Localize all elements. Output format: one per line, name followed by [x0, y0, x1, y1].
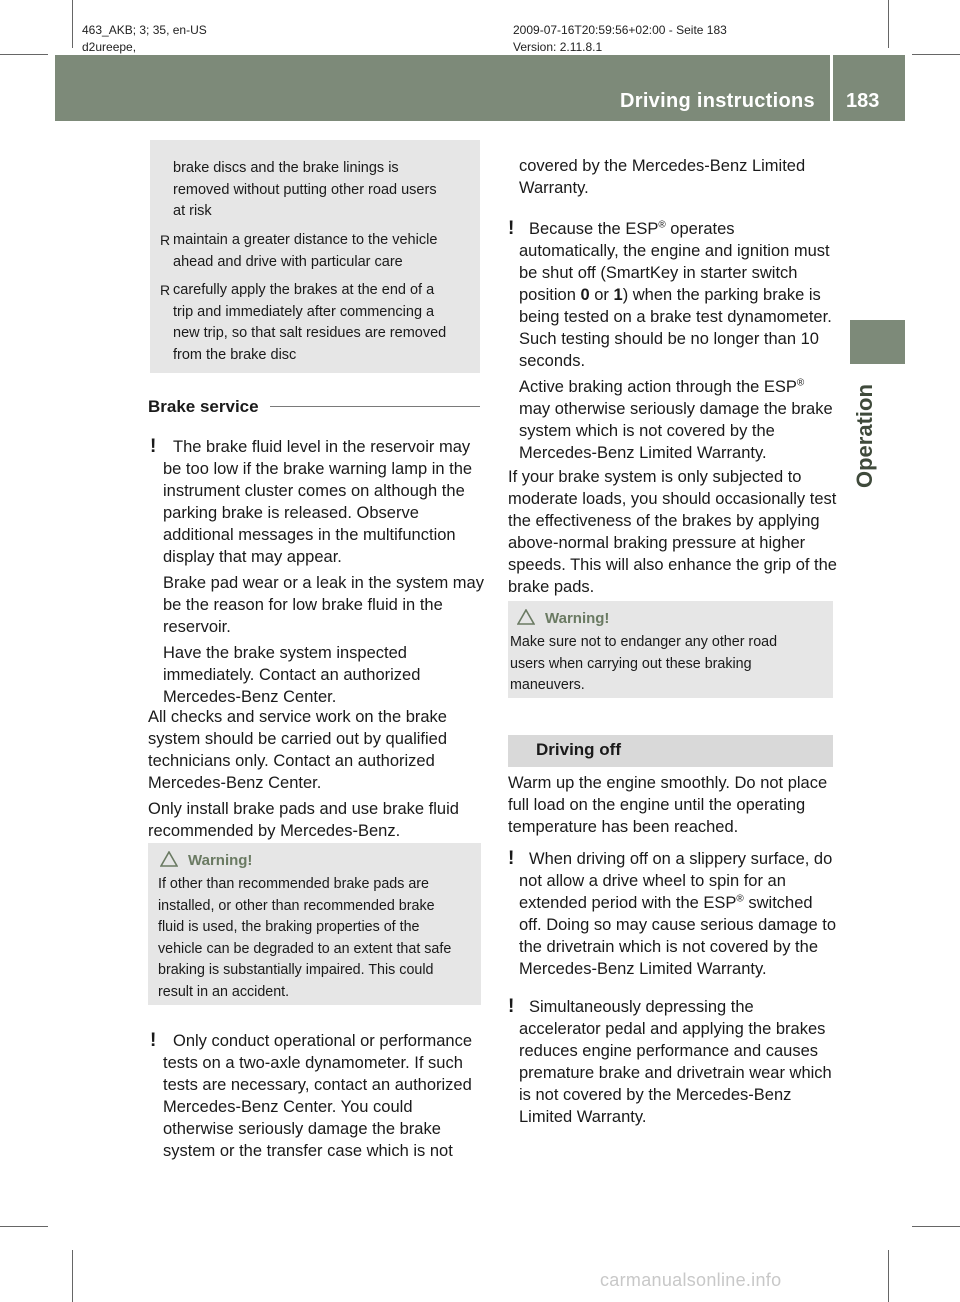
text-line: may otherwise seriously damage the brake [519, 400, 833, 418]
meta-line: 2009-07-16T20:59:56+02:00 - Seite 183 [513, 23, 727, 37]
text-line: tests on a two-axle dynamometer. If such [163, 1054, 463, 1072]
warning-triangle-icon [160, 851, 178, 867]
text-line: brake discs and the brake linings is [173, 160, 399, 176]
text-run: Because the ESP [529, 220, 659, 238]
text-run: operates [665, 220, 735, 238]
text-line: Mercedes-Benz Center. [163, 688, 337, 706]
text-line: above-normal braking pressure at higher [508, 534, 806, 552]
bullet-marker: R [160, 282, 171, 298]
text-run: Active braking action through the ESP [519, 378, 797, 396]
paragraph-warm-up [508, 772, 827, 838]
meta-line: 463_AKB; 3; 35, en-US [82, 23, 207, 37]
text-line: be shut off (SmartKey in starter switch [519, 264, 798, 282]
bullet-marker: R [160, 232, 171, 248]
text-line: off. Doing so may cause serious damage to [519, 916, 837, 934]
text-line: The brake fluid level in the reservoir may [173, 438, 471, 456]
text-line: tests are necessary, contact an authorized [163, 1076, 472, 1094]
text-line: not allow a drive wheel to spin for an [519, 872, 786, 890]
print-meta-left [82, 22, 207, 56]
text-line: covered by the Mercedes-Benz Limited [519, 157, 806, 175]
meta-line: d2ureepe, [82, 40, 137, 54]
section-heading-brake-service: Brake service [148, 397, 259, 416]
header-divider [830, 55, 833, 121]
text-line: trip and immediately after commencing a [173, 303, 435, 320]
warning-text [510, 632, 777, 697]
side-tab-marker [850, 320, 905, 364]
text-run: ) when the parking brake is [622, 286, 821, 304]
text-line: parking brake is released. Observe [163, 504, 419, 522]
text-line: brake pads. [508, 578, 595, 596]
notice-icon: ! [508, 996, 515, 1017]
text-line: removed without putting other road users [173, 181, 437, 198]
text-line: the drivetrain which is not covered by the [519, 938, 818, 956]
text-line: Warm up the engine smoothly. Do not place [508, 774, 828, 792]
notice-icon: ! [508, 848, 515, 869]
text-run: position [519, 286, 581, 304]
paragraph-service-work [148, 706, 459, 842]
crop-mark [912, 1226, 960, 1227]
text-line: new trip, so that salt residues are removed [173, 325, 447, 341]
section-rule [270, 406, 480, 407]
text-line: full load on the engine until the operating [508, 796, 806, 814]
text-line: braking is substantially impaired. This could [158, 962, 434, 978]
notice-dynamometer [163, 1030, 472, 1162]
watermark-text: carmanualsonline.info [600, 1270, 782, 1290]
paragraph-moderate-loads [508, 466, 837, 598]
warning-text [158, 874, 451, 1003]
notice-icon: ! [150, 1030, 157, 1051]
page-title: Driving instructions [620, 90, 815, 112]
text-line: users when carrying out these braking [510, 655, 752, 672]
text-line: system or the transfer case which is not [163, 1142, 453, 1160]
notice-slippery-surface [519, 848, 839, 980]
text-line: All checks and service work on the brake [148, 708, 447, 726]
text-line: being tested on a brake test dynamometer. [519, 308, 832, 326]
text-line: Simultaneously depressing the [529, 998, 754, 1016]
text-line: system should be carried out by qualified [148, 730, 447, 748]
text-line: vehicle can be degraded to an extent that safe [158, 940, 452, 957]
meta-line: Version: 2.11.8.1 [513, 40, 603, 54]
text-line: Mercedes-Benz Limited Warranty. [519, 960, 767, 978]
text-line: speeds. This will also enhance the grip of the [508, 556, 837, 574]
text-line: If other than recommended brake pads are [158, 876, 430, 892]
text-line: reservoir. [163, 618, 231, 636]
crop-mark [0, 1226, 48, 1227]
text-line: ahead and drive with particular care [173, 253, 403, 270]
bullet-item [173, 280, 446, 366]
text-line: maneuvers. [510, 677, 585, 693]
text-line: fluid is used, the braking properties of the [158, 919, 420, 935]
text-line: Only conduct operational or performance [173, 1032, 472, 1050]
text-line: premature brake and drivetrain wear which [519, 1064, 832, 1082]
crop-mark [72, 1250, 73, 1302]
crop-mark [888, 0, 889, 48]
text-line: result in an accident. [158, 983, 290, 1000]
text-line: the effectiveness of the brakes by applying [508, 512, 820, 530]
crop-mark [72, 0, 73, 48]
notice-icon: ! [508, 218, 515, 239]
bullet-item [173, 230, 437, 273]
text-line: automatically, the engine and ignition must [519, 242, 830, 260]
text-line: maintain a greater distance to the vehicle [173, 232, 438, 248]
registered-mark: ® [658, 219, 666, 231]
text-line: be the reason for low brake fluid in the [163, 596, 443, 614]
text-run: switched [743, 894, 813, 912]
text-line: technicians only. Contact an authorized [148, 752, 435, 770]
text-line: Mercedes-Benz Center. You could [163, 1098, 413, 1116]
text-line: Mercedes-Benz Center. [148, 774, 322, 792]
section-heading-driving-off: Driving off [536, 740, 621, 759]
text-line: system which is not covered by the [519, 422, 775, 440]
text-line: Brake pad wear or a leak in the system may [163, 574, 484, 592]
crop-mark [912, 54, 960, 55]
text-run: extended period with the ESP [519, 894, 737, 912]
text-line: instrument cluster comes on although the [163, 482, 465, 500]
text-line: If your brake system is only subjected to [508, 468, 802, 486]
text-run: 0 [580, 286, 590, 304]
text-line: reduces engine performance and causes [519, 1042, 819, 1060]
warning-title: Warning! [545, 610, 610, 627]
text-line: at risk [173, 203, 212, 219]
print-meta-right [513, 22, 727, 56]
page-number: 183 [846, 90, 880, 112]
text-line: be too low if the brake warning lamp in the [163, 460, 473, 478]
side-tab-text: Operation [852, 384, 877, 488]
crop-mark [888, 1250, 889, 1302]
text-line: immediately. Contact an authorized [163, 666, 421, 684]
side-tab-label [846, 372, 886, 492]
text-line: Warranty. [519, 179, 589, 197]
text-line: from the brake disc [173, 346, 297, 363]
text-line: temperature has been reached. [508, 818, 739, 836]
text-line: Mercedes-Benz Limited Warranty. [519, 444, 767, 462]
text-line: recommended by Mercedes-Benz. [148, 822, 401, 840]
text-line: display that may appear. [163, 548, 342, 566]
notice-pedal-brakes [519, 996, 839, 1128]
text-line: installed, or other than recommended brake [158, 897, 435, 914]
text-line: Only install brake pads and use brake fluid [148, 800, 459, 818]
precaution-continued [173, 158, 437, 223]
notice-esp-test [519, 218, 839, 464]
text-line: accelerator pedal and applying the brakes [519, 1020, 826, 1038]
text-line: otherwise seriously damage the brake [163, 1120, 441, 1138]
text-line: carefully apply the brakes at the end of a [173, 282, 435, 298]
text-line: Have the brake system inspected [163, 644, 407, 662]
notice-icon: ! [150, 436, 157, 457]
text-line: moderate loads, you should occasionally test [508, 490, 837, 508]
text-run: or [589, 286, 614, 304]
text-line: When driving off on a slippery surface, do [529, 850, 833, 868]
registered-mark: ® [736, 893, 744, 905]
text-run: 1 [613, 286, 623, 304]
warning-triangle-icon [517, 609, 535, 625]
registered-mark: ® [796, 377, 805, 389]
text-line: seconds. [519, 352, 586, 370]
crop-mark [0, 54, 48, 55]
text-line: Such testing should be no longer than 10 [519, 330, 819, 348]
notice-continued [519, 155, 805, 199]
text-line: Limited Warranty. [519, 1108, 647, 1126]
text-line: is not covered by the Mercedes-Benz [519, 1086, 792, 1104]
warning-title: Warning! [188, 852, 253, 869]
text-line: additional messages in the multifunction [163, 526, 456, 544]
notice-brake-fluid [163, 436, 484, 708]
text-line: Make sure not to endanger any other road [510, 634, 778, 650]
